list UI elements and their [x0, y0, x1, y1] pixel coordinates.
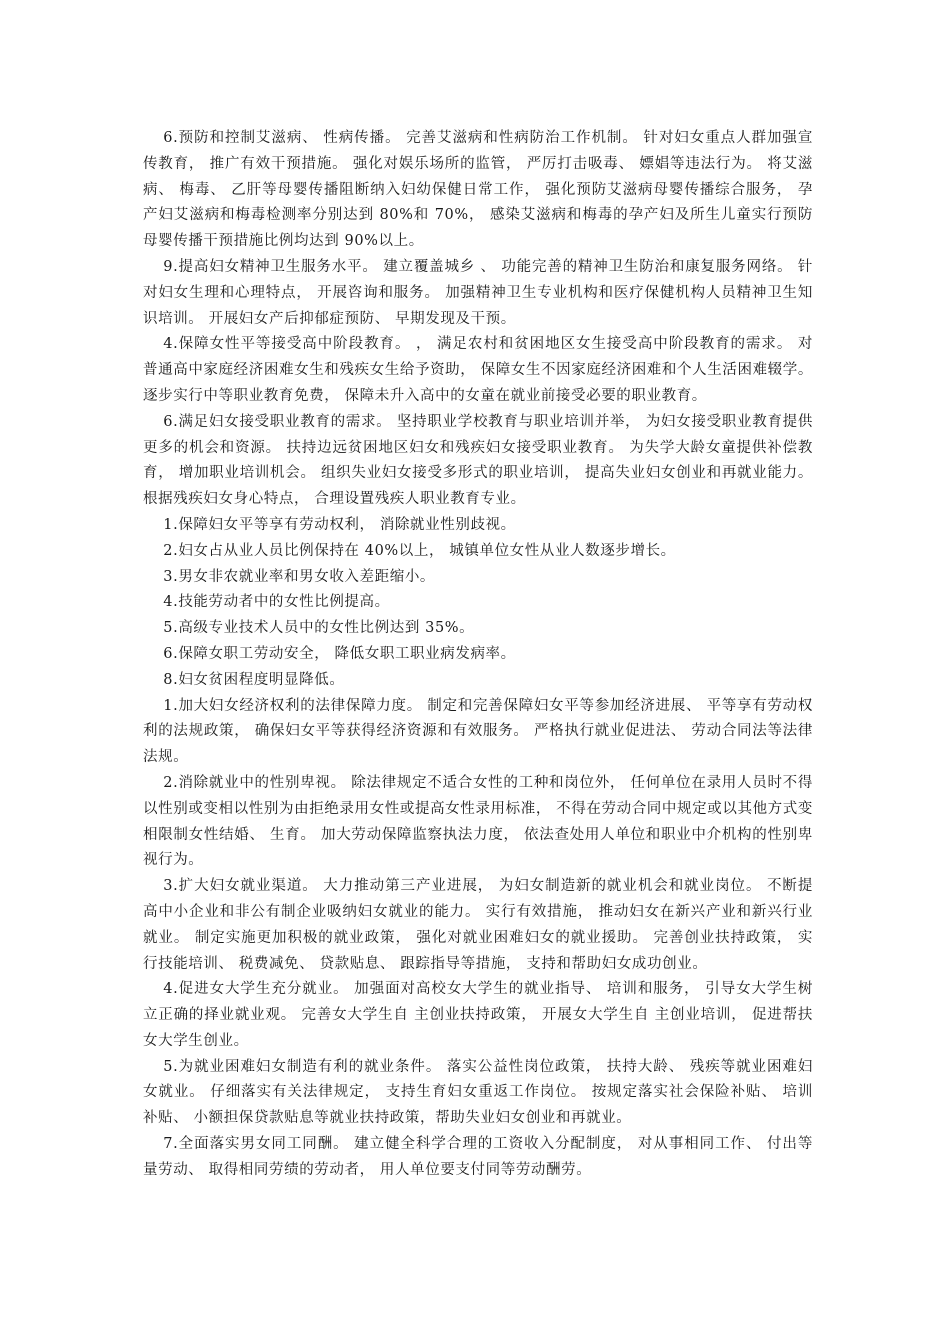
list-item: 3.男女非农就业率和男女收入差距缩小。	[163, 568, 436, 585]
paragraph-eliminate-discrimination: 2.消除就业中的性别卑视。 除法律规定不适合女性的工种和岗位外， 任何单位在录用人员时不得以性别或变相以性别为由拒绝录用女性或提高女性录用标准， 不得在劳动合同中规定或以其他方式变相限制女性结婚、 生育。 加大劳动保障监察执法力度， 依法查处用人单位和职业中介机构的性别卑视行为。	[143, 774, 813, 869]
list-item: 5.高级专业技术人员中的女性比例达到 35%。	[163, 620, 475, 637]
list-item: 1.保障妇女平等享有劳动权利， 消除就业性别歧视。	[163, 516, 516, 533]
paragraph-vocational-education: 6.满足妇女接受职业教育的需求。 坚持职业学校教育与职业培训并举， 为妇女接受职业教育提供更多的机会和资源。 扶持边远贫困地区妇女和残疾妇女接受职业教育。 为失学大龄女童提供补偿教育， 增加职业培训机会。 组织失业妇女接受多形式的职业培训， 提高失业妇女创业和再就业能力。 根据残疾妇女身心特点， 合理设置残疾人职业教育专业。	[143, 413, 813, 508]
paragraph-difficult-employment: 5.为就业困难妇女制造有利的就业条件。 落实公益性岗位政策， 扶持大龄、 残疾等就业困难妇女就业。 仔细落实有关法律规定， 支持生育妇女重返工作岗位。 按规定落实社会保险补贴、 培训补贴、 小额担保贷款贴息等就业扶持政策，帮助失业妇女创业和再就业。	[143, 1058, 813, 1127]
paragraph-mental-health: 9.提高妇女精神卫生服务水平。 建立覆盖城乡 、 功能完善的精神卫生防治和康复服务网络。 针对妇女生理和心理特点， 开展咨询和服务。 加强精神卫生专业机构和医疗保健机构人员精神卫生知识培训。 开展妇女产后抑郁症预防、 早期发现及干预。	[143, 258, 813, 327]
paragraph-aids-prevention: 6.预防和控制艾滋病、 性病传播。 完善艾滋病和性病防治工作机制。 针对妇女重点人群加强宣传教育， 推广有效干预措施。 强化对娱乐场所的监管， 严厉打击吸毒、 嫖娼等违法行为。 将艾滋病、 梅毒、 乙肝等母婴传播阻断纳入妇幼保健日常工作， 强化预防艾滋病母婴传播综合服务， 孕产妇艾滋病和梅毒检测率分别达到 80%和 70%， 感染艾滋病和梅毒的孕产妇及所生儿童实行预防母婴传播干预措施比例均达到 90%以上。	[143, 130, 813, 250]
paragraph-equal-pay: 7.全面落实男女同工同酬。 建立健全科学合理的工资收入分配制度， 对从事相同工作、 付出等量劳动、 取得相同劳绩的劳动者， 用人单位要支付同等劳动酬劳。	[143, 1136, 813, 1178]
paragraph-high-school-education: 4.保障女性平等接受高中阶段教育。 ， 满足农村和贫困地区女生接受高中阶段教育的需求。 对普通高中家庭经济困难女生和残疾女生给予资助， 保障女生不因家庭经济困难和个人生活困难辍学。 逐步实行中等职业教育免费， 保障未升入高中的女童在就业前接受必要的职业教育。	[143, 336, 813, 404]
list-item: 4.技能劳动者中的女性比例提高。	[163, 594, 390, 611]
list-item: 8.妇女贫困程度明显降低。	[163, 671, 345, 688]
paragraph-employment-channels: 3.扩大妇女就业渠道。 大力推动第三产业进展， 为妇女制造新的就业机会和就业岗位。 不断提高中小企业和非公有制企业吸纳妇女就业的能力。 实行有效措施， 推动妇女在新兴产业和新兴行业就业。 制定实施更加积极的就业政策， 强化对就业困难妇女的就业援助。 完善创业扶持政策， 实行技能培训、 税费减免、 贷款贴息、 跟踪指导等措施， 支持和帮助妇女成功创业。	[143, 878, 813, 972]
list-item: 2.妇女占从业人员比例保持在 40%以上， 城镇单位女性从业人数逐步增长。	[163, 542, 676, 559]
paragraph-graduate-employment: 4.促进女大学生充分就业。 加强面对高校女大学生的就业指导、 培训和服务， 引导女大学生树立正确的择业就业观。 完善女大学生自 主创业扶持政策， 开展女大学生自 主创业培训， 促进帮扶女大学生创业。	[143, 981, 813, 1049]
paragraph-legal-protection: 1.加大妇女经济权利的法律保障力度。 制定和完善保障妇女平等参加经济进展、 平等享有劳动权利的法规政策， 确保妇女平等获得经济资源和有效服务。 严格执行就业促进法、 劳动合同法等法律法规。	[143, 697, 813, 766]
list-item: 6.保障女职工劳动安全， 降低女职工职业病发病率。	[163, 645, 516, 662]
document-body	[143, 126, 813, 1184]
